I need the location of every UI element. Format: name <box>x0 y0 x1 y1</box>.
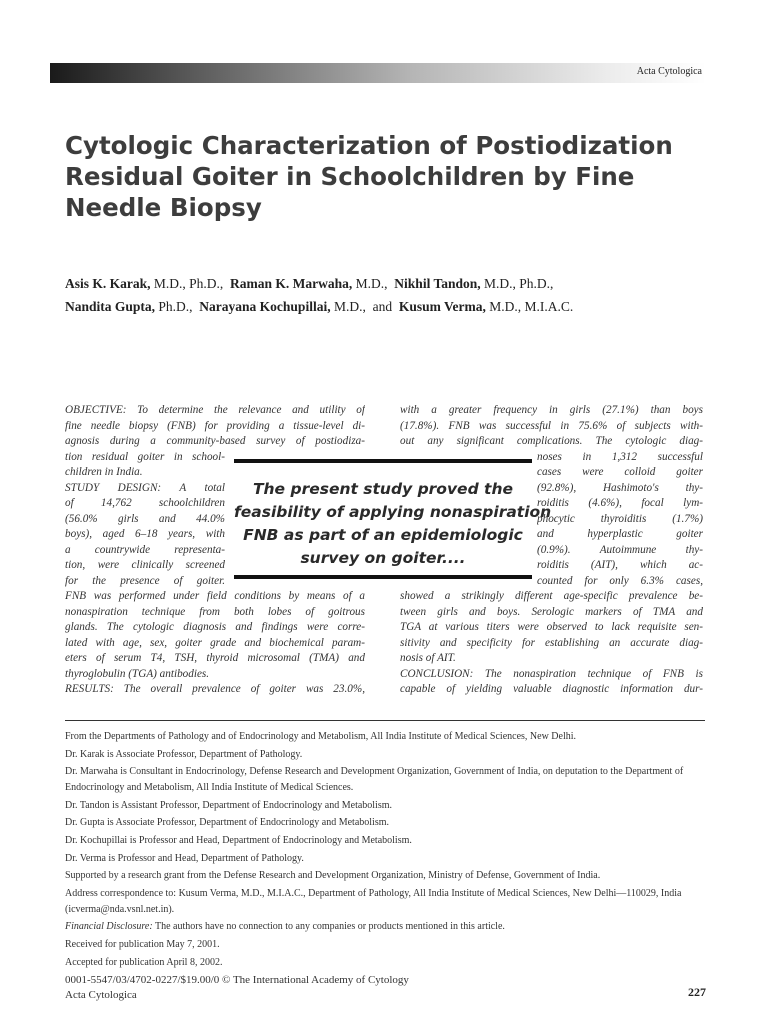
author-line <box>65 272 715 295</box>
abstract-line: TGA at various titers were observed to lack requisite sen- <box>400 621 703 633</box>
abstract-line: capable of yielding valuable diagnostic information dur- <box>400 683 703 695</box>
pull-quote-line: survey on goiter.... <box>300 549 466 567</box>
title-line: Residual Goiter in Schoolchildren by Fine <box>65 162 635 191</box>
disclosure-label: Financial Disclosure: <box>65 921 153 933</box>
author-degree: M.D., Ph.D., <box>484 276 554 291</box>
abstract-line: RESULTS: The overall prevalence of goiter was 23.0%, <box>65 683 365 695</box>
abstract-line: phocytic thyroiditis (1.7%) <box>537 512 703 525</box>
author-name: Kusum Verma, <box>398 299 486 314</box>
abstract-line: of 14,762 schoolchildren <box>65 497 225 509</box>
abstract-line: lated with age, sex, goiter grade and biochemical param- <box>65 636 365 649</box>
abstract-line: (0.9%). Autoimmune thy- <box>537 543 703 556</box>
footer-journal: Acta Cytologica <box>65 988 137 1001</box>
abstract-line: eters of serum T4, TSH, thyroid microsomal (TMA) and <box>65 652 365 664</box>
footnote-divider <box>65 720 705 721</box>
correspondence-note: Address correspondence to: Kusum Verma, M.D., M.I.A.C., Department of Pathology, All India Institute of Medical Sciences, New Delhi—110029, India (icverma@nda.vsnl.net.in). <box>65 888 682 915</box>
abstract-line: fine needle biopsy (FNB) for providing a tissue-level di- <box>65 419 365 432</box>
disclosure-note <box>65 919 710 935</box>
author-line <box>65 295 715 318</box>
author-name: Asis K. Karak, <box>65 276 151 291</box>
abstract-line: and hyperplastic goiter <box>537 528 703 540</box>
abstract-line: tion, were clinically screened <box>65 559 225 571</box>
abstract-line: boys), aged 6–18 years, with <box>65 528 225 540</box>
author-name: Nikhil Tandon, <box>394 276 481 291</box>
abstract-line: a countrywide representa- <box>65 543 225 556</box>
author-note: Dr. Karak is Associate Professor, Department of Pathology. <box>65 748 303 760</box>
issn-line: 0001-5547/03/4702-0227/$19.00/0 © The International Academy of Cytology <box>65 974 409 986</box>
affiliation-note: From the Departments of Pathology and of Endocrinology and Metabolism, All India Institute of Medical Sciences, New Delhi. <box>65 731 577 742</box>
author-name: Nandita Gupta, <box>65 299 156 314</box>
page-number: 227 <box>688 985 706 999</box>
footer-citation <box>65 973 409 1002</box>
abstract-line: counted for only 6.3% cases, <box>537 574 703 587</box>
abstract-line: showed a strikingly different age-specific prevalence be- <box>400 590 703 602</box>
title-line: Needle Biopsy <box>65 193 262 222</box>
article-title <box>65 130 705 223</box>
author-name: Narayana Kochupillai, <box>199 299 331 314</box>
abstract-line: CONCLUSION: The nonaspiration technique of FNB is <box>400 667 703 680</box>
author-degree: Ph.D., <box>158 299 193 314</box>
abstract-line: glands. The cytologic diagnosis and findings were corre- <box>65 621 365 633</box>
abstract-line: STUDY DESIGN: A total <box>65 481 225 494</box>
abstract-line: tion residual goiter in school- <box>65 450 225 463</box>
abstract-line: nosis of AIT. <box>400 652 456 664</box>
abstract-line: FNB was performed under field conditions by means of a <box>65 590 365 602</box>
abstract-line: cases were colloid goiter <box>537 466 703 478</box>
author-degree: M.D., Ph.D., <box>153 276 224 291</box>
abstract-line: OBJECTIVE: To determine the relevance and utility of <box>65 404 365 416</box>
abstract-line: (92.8%), Hashimoto's thy- <box>537 481 703 494</box>
author-notes <box>65 729 710 972</box>
abstract-line: noses in 1,312 successful <box>537 450 703 463</box>
abstract-line: (17.8%). FNB was successful in 75.6% of subjects with- <box>400 419 703 432</box>
author-note: Dr. Kochupillai is Professor and Head, Department of Endocrinology and Metabolism. <box>65 834 412 846</box>
author-note: Dr. Marwaha is Consultant in Endocrinology, Defense Research and Development Organization, Government of India, on deputation to the Department of Endocrinology and Metabolism, All India Institute of Medical Sciences. <box>65 766 684 793</box>
abstract-line: thyroglobulin (TGA) antibodies. <box>65 667 210 680</box>
abstract-line: roiditis (AIT), which ac- <box>537 559 703 571</box>
title-line: Cytologic Characterization of Postiodization <box>65 131 673 160</box>
abstract-line: roiditis (4.6%), focal lym- <box>537 497 703 509</box>
author-note: Dr. Tandon is Assistant Professor, Department of Endocrinology and Metabolism. <box>65 799 393 811</box>
author-name: Raman K. Marwaha, <box>230 276 353 291</box>
received-date: Received for publication May 7, 2001. <box>65 938 220 950</box>
author-note: Dr. Gupta is Associate Professor, Department of Endocrinology and Metabolism. <box>65 817 389 829</box>
author-conjunction: and <box>372 299 393 314</box>
abstract-line: (56.0% girls and 44.0% <box>65 512 225 525</box>
pull-quote-line: feasibility of applying nonaspiration <box>234 503 552 521</box>
disclosure-text: The authors have no connection to any companies or products mentioned in this article. <box>155 921 505 933</box>
pull-quote-line: The present study proved the <box>252 480 514 498</box>
abstract-line: agnosis during a community-based survey of postiodiza- <box>65 435 365 447</box>
abstract-line: nonaspiration technique from both lobes of goitrous <box>65 605 365 618</box>
pull-quote <box>234 459 552 579</box>
abstract-line: with a greater frequency in girls (27.1%) than boys <box>400 404 703 416</box>
author-degree: M.D., <box>333 299 366 314</box>
author-degree: M.D., <box>355 276 388 291</box>
abstract-line: out any significant complications. The cytologic diag- <box>400 435 703 447</box>
funding-note: Supported by a research grant from the Defense Research and Development Organization, Ministry of Defense, Government of India. <box>65 870 601 882</box>
accepted-date: Accepted for publication April 8, 2002. <box>65 956 223 968</box>
author-note: Dr. Verma is Professor and Head, Department of Pathology. <box>65 852 304 864</box>
abstract-line: for the presence of goiter. <box>65 574 225 587</box>
abstract-line: sitivity and specificity for establishing an accurate diag- <box>400 636 703 649</box>
pull-quote-line: FNB as part of an epidemiologic <box>243 526 523 544</box>
running-header-journal: Acta Cytologica <box>636 66 702 77</box>
author-list <box>65 272 715 318</box>
abstract-line: tween girls and boys. Serologic markers of TMA and <box>400 605 703 618</box>
author-degree: M.D., M.I.A.C. <box>489 299 574 314</box>
header-gradient-bar <box>50 63 706 83</box>
abstract-line: children in India. <box>65 466 143 478</box>
